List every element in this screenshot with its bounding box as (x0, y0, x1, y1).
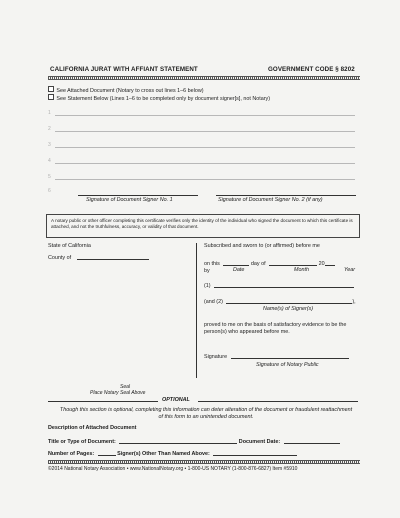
seal-label: Seal (120, 384, 131, 390)
year-prefix: 20 (318, 261, 325, 267)
statement-line-3[interactable] (55, 147, 355, 148)
statement-line-1[interactable] (55, 115, 355, 116)
signature-label: Signature (204, 354, 228, 360)
column-divider (196, 243, 197, 378)
option-attached-label: See Attached Document (Notary to cross out lines 1–6 below) (56, 87, 204, 94)
date-caption: Date (233, 267, 245, 273)
header-divider (48, 76, 360, 80)
county-input-line[interactable] (77, 254, 149, 260)
line-number-1: 1 (48, 110, 51, 116)
document-date-line[interactable] (284, 438, 340, 444)
checkbox-icon[interactable] (48, 94, 54, 100)
other-signers-line[interactable] (213, 450, 297, 456)
statement-line-4[interactable] (55, 163, 355, 164)
document-date-label: Document Date: (238, 439, 281, 445)
signer-1-name-line[interactable] (214, 282, 354, 288)
option-statement-label: See Statement Below (Lines 1–6 to be completed only by document signer[s], not Notary) (56, 95, 271, 102)
venue-county-row (48, 254, 149, 261)
line-number-5: 5 (48, 174, 51, 180)
notice-text: A notary public or other officer completing this certificate verifies only the identity of the individual who signed the document to which this certificate is attached, and not the truthfulness, accuracy, or validity of that document. (51, 218, 353, 229)
line-number-3: 3 (48, 142, 51, 148)
signer-2-name-line[interactable] (226, 298, 352, 304)
notary-signature-line[interactable] (231, 353, 349, 359)
month-input-line[interactable] (269, 260, 317, 266)
seal-place-label: Place Notary Seal Above (90, 390, 146, 396)
by-label: by (204, 268, 210, 274)
year-input-line[interactable] (325, 260, 335, 266)
signer-2-row (204, 298, 356, 305)
title-of-document-line[interactable] (119, 438, 237, 444)
day-of-label: day of (250, 261, 266, 267)
description-heading: Description of Attached Document (48, 425, 137, 431)
notary-signature-row (204, 353, 349, 360)
signer-1-signature-line[interactable] (78, 195, 198, 196)
optional-title: OPTIONAL (162, 397, 190, 403)
notice-box (46, 214, 360, 238)
optional-rule-left (48, 401, 158, 402)
other-signers-label: Signer(s) Other Than Named Above: (117, 451, 210, 457)
venue-state: State of California (48, 243, 91, 249)
line-number-6: 6 (48, 188, 51, 194)
option-statement-below[interactable] (48, 94, 270, 102)
date-row (204, 260, 335, 267)
statement-line-5[interactable] (55, 179, 355, 180)
footer-divider (48, 460, 360, 464)
notary-signature-caption: Signature of Notary Public (256, 362, 319, 368)
signer-1-row (204, 282, 354, 289)
form-title: CALIFORNIA JURAT WITH AFFIANT STATEMENT (50, 66, 198, 73)
signer-2-signature-line[interactable] (216, 195, 356, 196)
proved-text: proved to me on the basis of satisfactory evidence to be the person(s) who appeared before me. (204, 322, 347, 336)
signer-2-number: (and (2) (204, 299, 223, 305)
number-of-pages-row (48, 450, 297, 457)
optional-rule-right (198, 401, 358, 402)
signer-2-caption: Signature of Document Signer No. 2 (if any) (218, 197, 323, 203)
checkbox-icon[interactable] (48, 86, 54, 92)
names-caption: Name(s) of Signer(s) (263, 306, 314, 312)
signer-2-close: ), (352, 299, 356, 305)
signer-1-number: (1) (204, 283, 211, 289)
line-number-2: 2 (48, 126, 51, 132)
year-caption: Year (344, 267, 356, 273)
government-code: GOVERNMENT CODE § 8202 (268, 66, 355, 73)
title-of-document-row (48, 438, 340, 445)
on-this-label: on this (204, 261, 220, 267)
signer-1-caption: Signature of Document Signer No. 1 (86, 197, 173, 203)
number-of-pages-line[interactable] (98, 450, 116, 456)
title-of-document-label: Title or Type of Document: (48, 439, 116, 445)
statement-line-2[interactable] (55, 131, 355, 132)
number-of-pages-label: Number of Pages: (48, 451, 95, 457)
month-caption: Month (294, 267, 309, 273)
venue-county-label: County of (48, 255, 72, 261)
optional-note: Though this section is optional, completing this information can deter alteration of the document or fraudulent reattachment of this form to an unintended document. (59, 407, 353, 420)
line-number-4: 4 (48, 158, 51, 164)
option-attached-document[interactable] (48, 86, 204, 94)
subscribed-text: Subscribed and sworn to (or affirmed) before me (204, 243, 320, 249)
day-input-line[interactable] (223, 260, 249, 266)
footer-text: ©2014 National Notary Association • www.NationalNotary.org • 1-800-US NOTARY (1-800-876-6827) Item #5910 (48, 466, 298, 472)
